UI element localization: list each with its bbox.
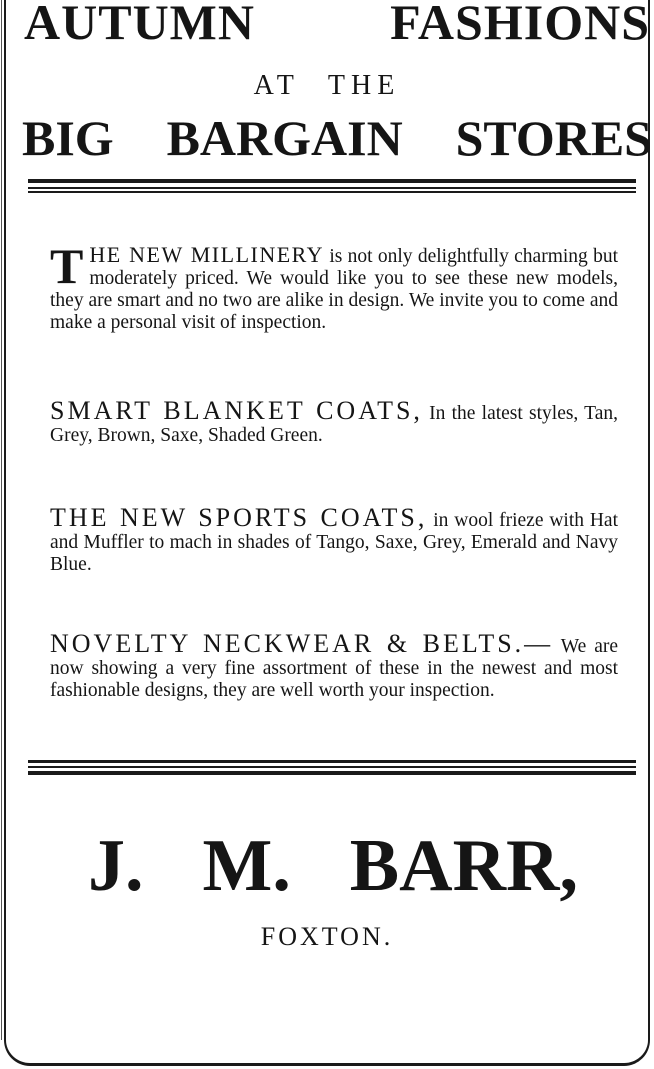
bottom-rule-3 [28,771,636,775]
store-word-1: BIG [22,110,114,166]
blanket-coats-text: In the latest styles, Tan, Grey, Brown, Saxe, Shaded Green. [50,403,619,446]
neckwear-heading: NOVELTY NECKWEAR & BELTS.— [50,629,554,658]
millinery-text: is not only delightfully charming but moderately priced. We would like you to see these new models, they are smart and no two are alike in design. We invite you to come and make a personal visit of inspection. [50,246,618,333]
sports-coats-heading: THE NEW SPORTS COATS, [50,503,428,532]
millinery-lead: HE NEW MILLINERY [89,242,325,267]
blanket-coats-section [50,396,619,447]
neckwear-text: We are now showing a very fine assortment of these in the newest and most fashionable designs, they are well worth your inspection. [50,636,618,701]
subheadline: AT THE [253,70,401,101]
top-rule-thin-2 [28,191,636,193]
top-rule-thin [28,187,636,189]
neckwear-section [50,629,618,702]
bottom-rule-2 [28,766,636,768]
initial-m: M. [202,825,291,907]
blanket-coats-heading: SMART BLANKET COATS, [50,396,423,425]
surname: BARR, [349,825,578,907]
proprietor-name [88,818,578,914]
drop-cap: T [50,238,84,294]
store-word-2: BARGAIN [166,110,403,166]
initial-j: J. [88,825,144,907]
sports-coats-section [50,503,618,576]
millinery-section [50,238,618,334]
border-edge [1,0,2,1040]
store-name [22,108,652,168]
headline-word-2: FASHIONS [390,0,650,50]
town-name: FOXTON. [260,922,394,951]
sports-coats-text: in wool frieze with Hat and Muffler to mach in shades of Tango, Saxe, Grey, Emerald and Navy Blue. [50,510,618,575]
headline-word-1: AUTUMN [24,0,255,50]
top-rule-thick [28,179,636,183]
headline [24,0,650,50]
store-word-3: STORES [455,110,652,166]
bottom-rule-1 [28,760,636,763]
